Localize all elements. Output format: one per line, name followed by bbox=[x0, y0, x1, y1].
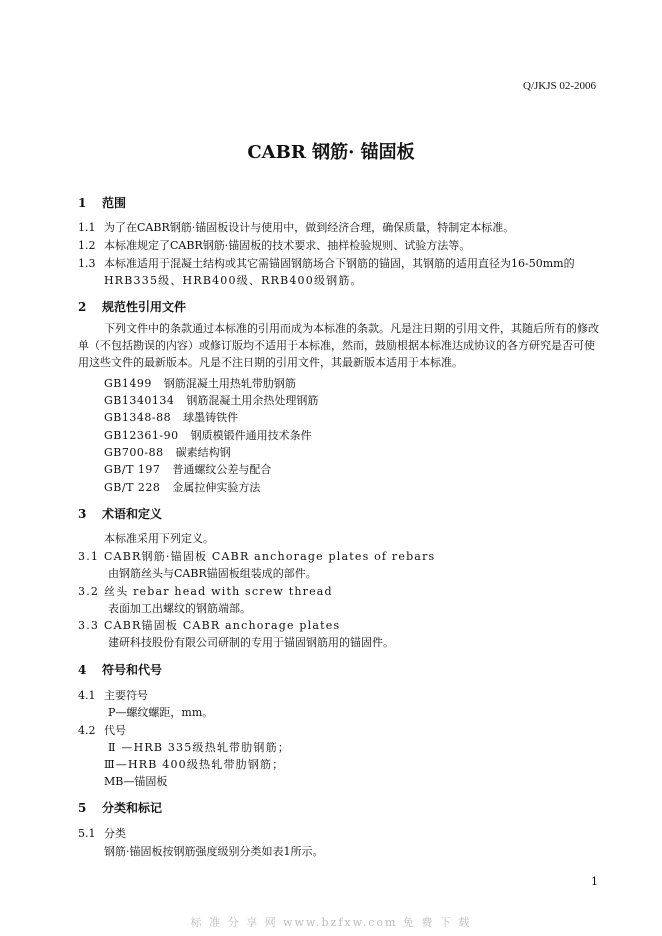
section-2-paragraph: 下列文件中的条款通过本标准的引用而成为本标准的条款。凡是注日期的引用文件，其随后所有的修改单（不包括勘误的内容）或修订版均不适用于本标准，然而，鼓励根据本标准达成协议的各方研究是否可使用这些文件的最新版本。凡是不注日期的引用文件，其最新版本适用于本标准。 bbox=[78, 322, 599, 369]
term-definition: 建研科技股份有限公司研制的专用于锚固钢筋用的锚固件。 bbox=[108, 636, 394, 649]
clause-text: 代号 bbox=[104, 724, 126, 737]
section-title: 规范性引用文件 bbox=[102, 300, 187, 314]
clause-1-3-continued: HRB335级、HRB400级、RRB400级钢筋。 bbox=[104, 274, 363, 287]
term-text: CABR钢筋·锚固板 CABR anchorage plates of rebars bbox=[104, 550, 436, 563]
clause-number: 4.1 bbox=[78, 689, 96, 702]
clause-4-1 bbox=[78, 687, 148, 703]
section-5-heading bbox=[78, 799, 162, 816]
term-text: 丝头 rebar head with screw thread bbox=[104, 585, 333, 598]
clause-4-2 bbox=[78, 722, 126, 738]
reference-item bbox=[104, 375, 296, 391]
page-number: 1 bbox=[591, 875, 598, 888]
reference-item bbox=[104, 392, 318, 408]
term-3-3 bbox=[78, 617, 340, 633]
term-3-2 bbox=[78, 583, 333, 599]
standard-number: Q/JKJS 02-2006 bbox=[523, 80, 597, 92]
clause-text: 主要符号 bbox=[104, 689, 148, 702]
section-number: 1 bbox=[78, 196, 87, 210]
reference-item bbox=[104, 479, 260, 495]
reference-code: GB/T 197 bbox=[104, 463, 161, 476]
clause-1-1 bbox=[78, 219, 514, 235]
section-title: 分类和标记 bbox=[102, 801, 163, 815]
reference-code: GB/T 228 bbox=[104, 481, 161, 494]
section-2-heading bbox=[78, 298, 186, 315]
reference-name: 钢质模锻件通用技术条件 bbox=[190, 429, 312, 442]
clause-1-2 bbox=[78, 237, 470, 253]
clause-text: 本标准适用于混凝土结构或其它需锚固钢筋场合下钢筋的锚固，其钢筋的适用直径为16-50mm的 bbox=[104, 257, 575, 270]
code-line: MB—锚固板 bbox=[104, 775, 168, 788]
reference-name: 碳素结构钢 bbox=[175, 446, 231, 459]
reference-item bbox=[104, 444, 231, 460]
term-text: CABR锚固板 CABR anchorage plates bbox=[104, 619, 341, 632]
code-line: Ⅱ —HRB 335级热轧带肋钢筋； bbox=[108, 741, 291, 754]
section-1-heading bbox=[78, 194, 126, 211]
section-3-intro: 本标准采用下列定义。 bbox=[104, 532, 214, 545]
section-4-heading bbox=[78, 661, 162, 678]
clause-text: 分类 bbox=[104, 827, 126, 840]
reference-name: 普通螺纹公差与配合 bbox=[172, 463, 272, 476]
code-line: Ⅲ—HRB 400级热轧带肋钢筋； bbox=[104, 758, 285, 771]
clause-number: 3.1 bbox=[78, 550, 100, 563]
clause-1-3 bbox=[78, 255, 575, 271]
reference-name: 钢筋混凝土用热轧带肋钢筋 bbox=[163, 377, 296, 390]
reference-item bbox=[104, 409, 238, 425]
reference-code: GB1499 bbox=[104, 377, 152, 390]
section-number: 5 bbox=[78, 801, 87, 815]
reference-code: GB1340134 bbox=[104, 394, 175, 407]
clause-5-1 bbox=[78, 825, 126, 841]
section-title: 术语和定义 bbox=[102, 507, 163, 521]
reference-name: 金属拉伸实验方法 bbox=[172, 481, 261, 494]
reference-code: GB12361-90 bbox=[104, 429, 179, 442]
section-number: 3 bbox=[78, 507, 87, 521]
reference-code: GB700-88 bbox=[104, 446, 164, 459]
section-title: 范围 bbox=[102, 196, 127, 210]
clause-text: 为了在CABR钢筋·锚固板设计与使用中，做到经济合理，确保质量，特制定本标准。 bbox=[104, 221, 515, 234]
reference-code: GB1348-88 bbox=[104, 411, 172, 424]
section-3-heading bbox=[78, 505, 162, 522]
section-number: 4 bbox=[78, 663, 87, 677]
reference-item bbox=[104, 427, 312, 443]
clause-number: 3.3 bbox=[78, 619, 100, 632]
clause-number: 1.3 bbox=[78, 257, 96, 270]
clause-number: 4.2 bbox=[78, 724, 96, 737]
clause-text: 本标准规定了CABR钢筋·锚固板的技术要求、抽样检验规则、试验方法等。 bbox=[104, 239, 471, 252]
reference-name: 钢筋混凝土用余热处理钢筋 bbox=[186, 394, 319, 407]
clause-number: 1.2 bbox=[78, 239, 96, 252]
document-title: CABR 钢筋· 锚固板 bbox=[247, 142, 415, 163]
term-definition: 由钢筋丝头与CABR锚固板组装成的部件。 bbox=[108, 567, 317, 580]
clause-number: 1.1 bbox=[78, 221, 96, 234]
reference-item bbox=[104, 461, 271, 477]
term-definition: 表面加工出螺纹的钢筋端部。 bbox=[108, 602, 251, 615]
section-title: 符号和代号 bbox=[102, 663, 163, 677]
term-3-1 bbox=[78, 548, 435, 564]
classification-text: 钢筋·锚固板按钢筋强度级别分类如表1所示。 bbox=[104, 845, 324, 858]
clause-number: 3.2 bbox=[78, 585, 100, 598]
section-number: 2 bbox=[78, 300, 87, 314]
reference-name: 球墨铸铁件 bbox=[183, 411, 239, 424]
watermark-footer: 标 准 分 享 网 www.bzfxw.com 免 费 下 载 bbox=[190, 916, 472, 929]
clause-number: 5.1 bbox=[78, 827, 96, 840]
symbol-line: P—螺纹螺距，mm。 bbox=[108, 706, 214, 719]
